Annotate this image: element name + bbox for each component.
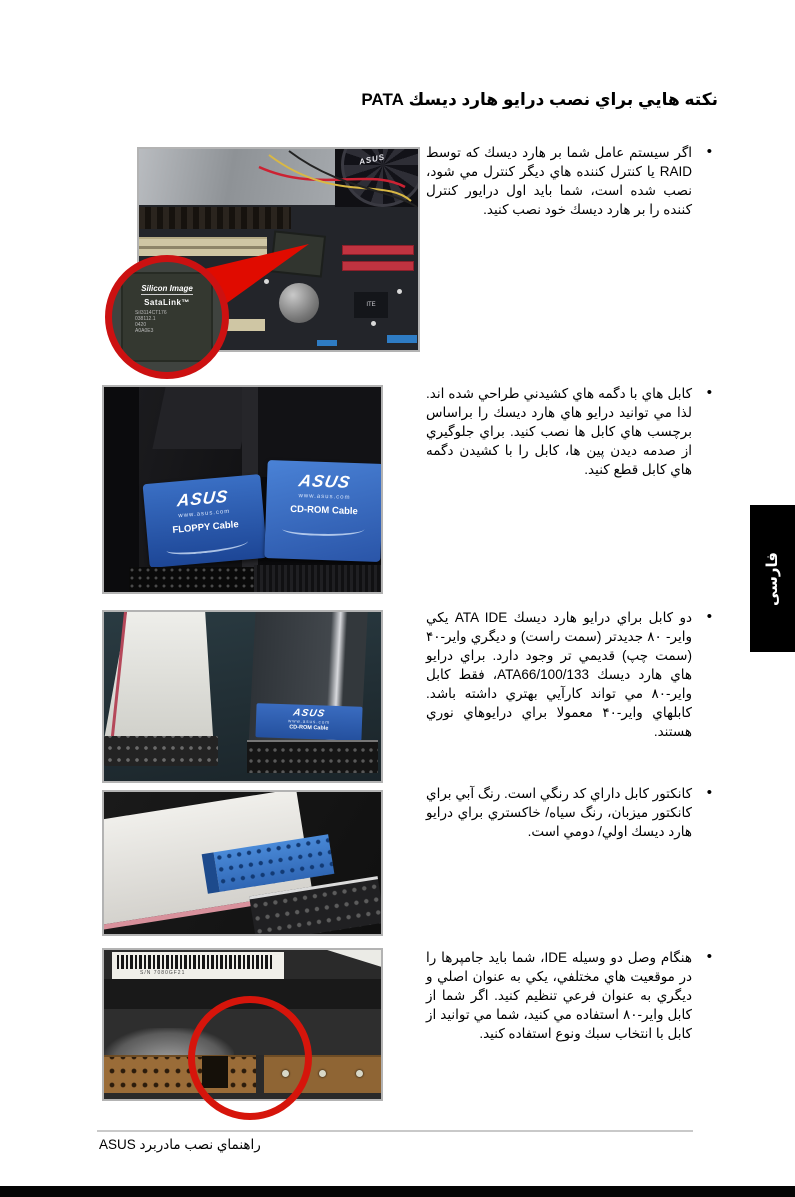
page-title: نكته هايي براي نصب درايو هارد ديسك PATA <box>361 90 718 109</box>
fan-asus-logo: ASUS <box>358 152 386 167</box>
bullet-text: • هنگام وصل دو وسيله IDE، شما بايد جامپرها را در موقعيت هاي مختلفي، يكي به عنوان اصلي و ديگري به عنوان فرعي تنظيم كنيد. اگر شما از كابل واير-۸۰ استفاده مي كنيد، شما مي توانيد از كابل با انتخاب سبك ونوع استفاده كنيد. <box>426 950 692 1041</box>
language-tab-label: فارسی <box>764 551 782 606</box>
figure-connectors-photo <box>102 790 383 936</box>
barcode-icon <box>117 955 273 969</box>
footer-divider <box>97 1130 693 1132</box>
asus-logo: ASUS <box>297 471 353 492</box>
chip-line: 0420 <box>135 322 147 328</box>
power-pin <box>319 1070 326 1077</box>
chip-line: 038112.1 <box>135 316 156 322</box>
figure-hard-drive-photo <box>102 948 383 1101</box>
bullet-jumper-settings <box>426 948 718 1043</box>
chip-brand-text: Silicon Image <box>141 284 193 293</box>
footer-text: راهنماي نصب مادربرد ASUS <box>99 1137 261 1152</box>
wire80-asus-label <box>255 703 362 741</box>
cable-name: CD-ROM Cable <box>289 724 329 732</box>
asus-url: www.asus.com <box>298 493 351 501</box>
wire40-connector <box>104 736 218 766</box>
cable-name: CD-ROM Cable <box>290 503 358 518</box>
ite-chip: ITE <box>354 292 388 318</box>
ribbed-cable <box>254 565 381 592</box>
figure-motherboard-photo <box>137 147 420 352</box>
asus-logo: ASUS <box>176 486 230 511</box>
label-swoosh-icon <box>165 535 248 556</box>
wire80-connector <box>247 740 378 773</box>
figure-labeled-cables-photo <box>102 385 383 594</box>
asus-url: www.asus.com <box>287 718 331 725</box>
ribbon-fold <box>152 387 253 449</box>
bullet-two-cables <box>426 608 718 741</box>
drive-serial: S/N 7080GF21 <box>140 970 186 976</box>
jumper-callout-circle-icon <box>188 996 312 1120</box>
label-corner <box>300 950 381 980</box>
figure-ata-cables-photo <box>102 610 383 783</box>
page-bottom-bar <box>0 1186 795 1197</box>
label-swoosh-icon <box>283 521 365 538</box>
bullet-raid-driver <box>426 143 718 219</box>
bullet-text: • اگر سيستم عامل شما بر هارد ديسك كه توسط RAID يا كنترل كننده هاي ديگر كنترل مي شود، نصب شده است، شما بايد اول درايور كنترل كننده را بر هارد ديسك خود نصب كنيد. <box>426 145 692 217</box>
chip-line: A0A0E3 <box>135 328 154 334</box>
bullet-pull-tabs <box>426 384 718 479</box>
cdrom-cable-label <box>264 460 381 562</box>
power-pin <box>356 1070 363 1077</box>
asus-logo: ASUS <box>292 707 327 720</box>
asus-url: www.asus.com <box>178 508 231 520</box>
bullet-text: • كانكتور كابل داراي كد رنگي است. رنگ آبي براي كانكتور ميزبان، رنگ سياه/ خاكستري براي درايو هارد ديسك اولي/ دومي است. <box>426 786 692 839</box>
language-tab-farsi <box>750 505 795 652</box>
drive-label <box>112 952 284 979</box>
cable-name: FLOPPY Cable <box>172 519 240 536</box>
bullet-color-coding <box>426 784 718 841</box>
chip-product-text: SataLink™ <box>144 298 190 307</box>
bullet-text: • دو كابل براي درايو هارد ديسك ATA IDE يكي واير- ۸۰ جديدتر (سمت راست) و ديگري واير-۴۰ (سمت چپ) قديمي تر وجود دارد. براي درايو هاي هارد ديسك ATA66/100/133، فقط كابل واير-۸۰ مي تواند كارآيي بهتري داشته باشد. كابلهاي واير-۴۰ معمولا براي درايوهاي نوري هستند. <box>426 610 693 739</box>
chip-line: SiI3114CT176 <box>135 310 167 316</box>
floppy-cable-label <box>143 474 268 568</box>
bullet-text: • كابل هاي با دگمه هاي كشيدني طراحي شده اند. لذا مي توانيد درايو هاي هارد ديسك را براساس برچسب هاي كابل ها نصب كنيد. براي جلوگيري از صدمه ديدن پين ها، كابل را با كشيدن دگمه هاي كابل قطع كنيد. <box>426 386 692 477</box>
magnified-chip <box>121 272 213 362</box>
cable-connector-pins <box>129 567 254 592</box>
callout-circle-icon <box>105 255 229 379</box>
